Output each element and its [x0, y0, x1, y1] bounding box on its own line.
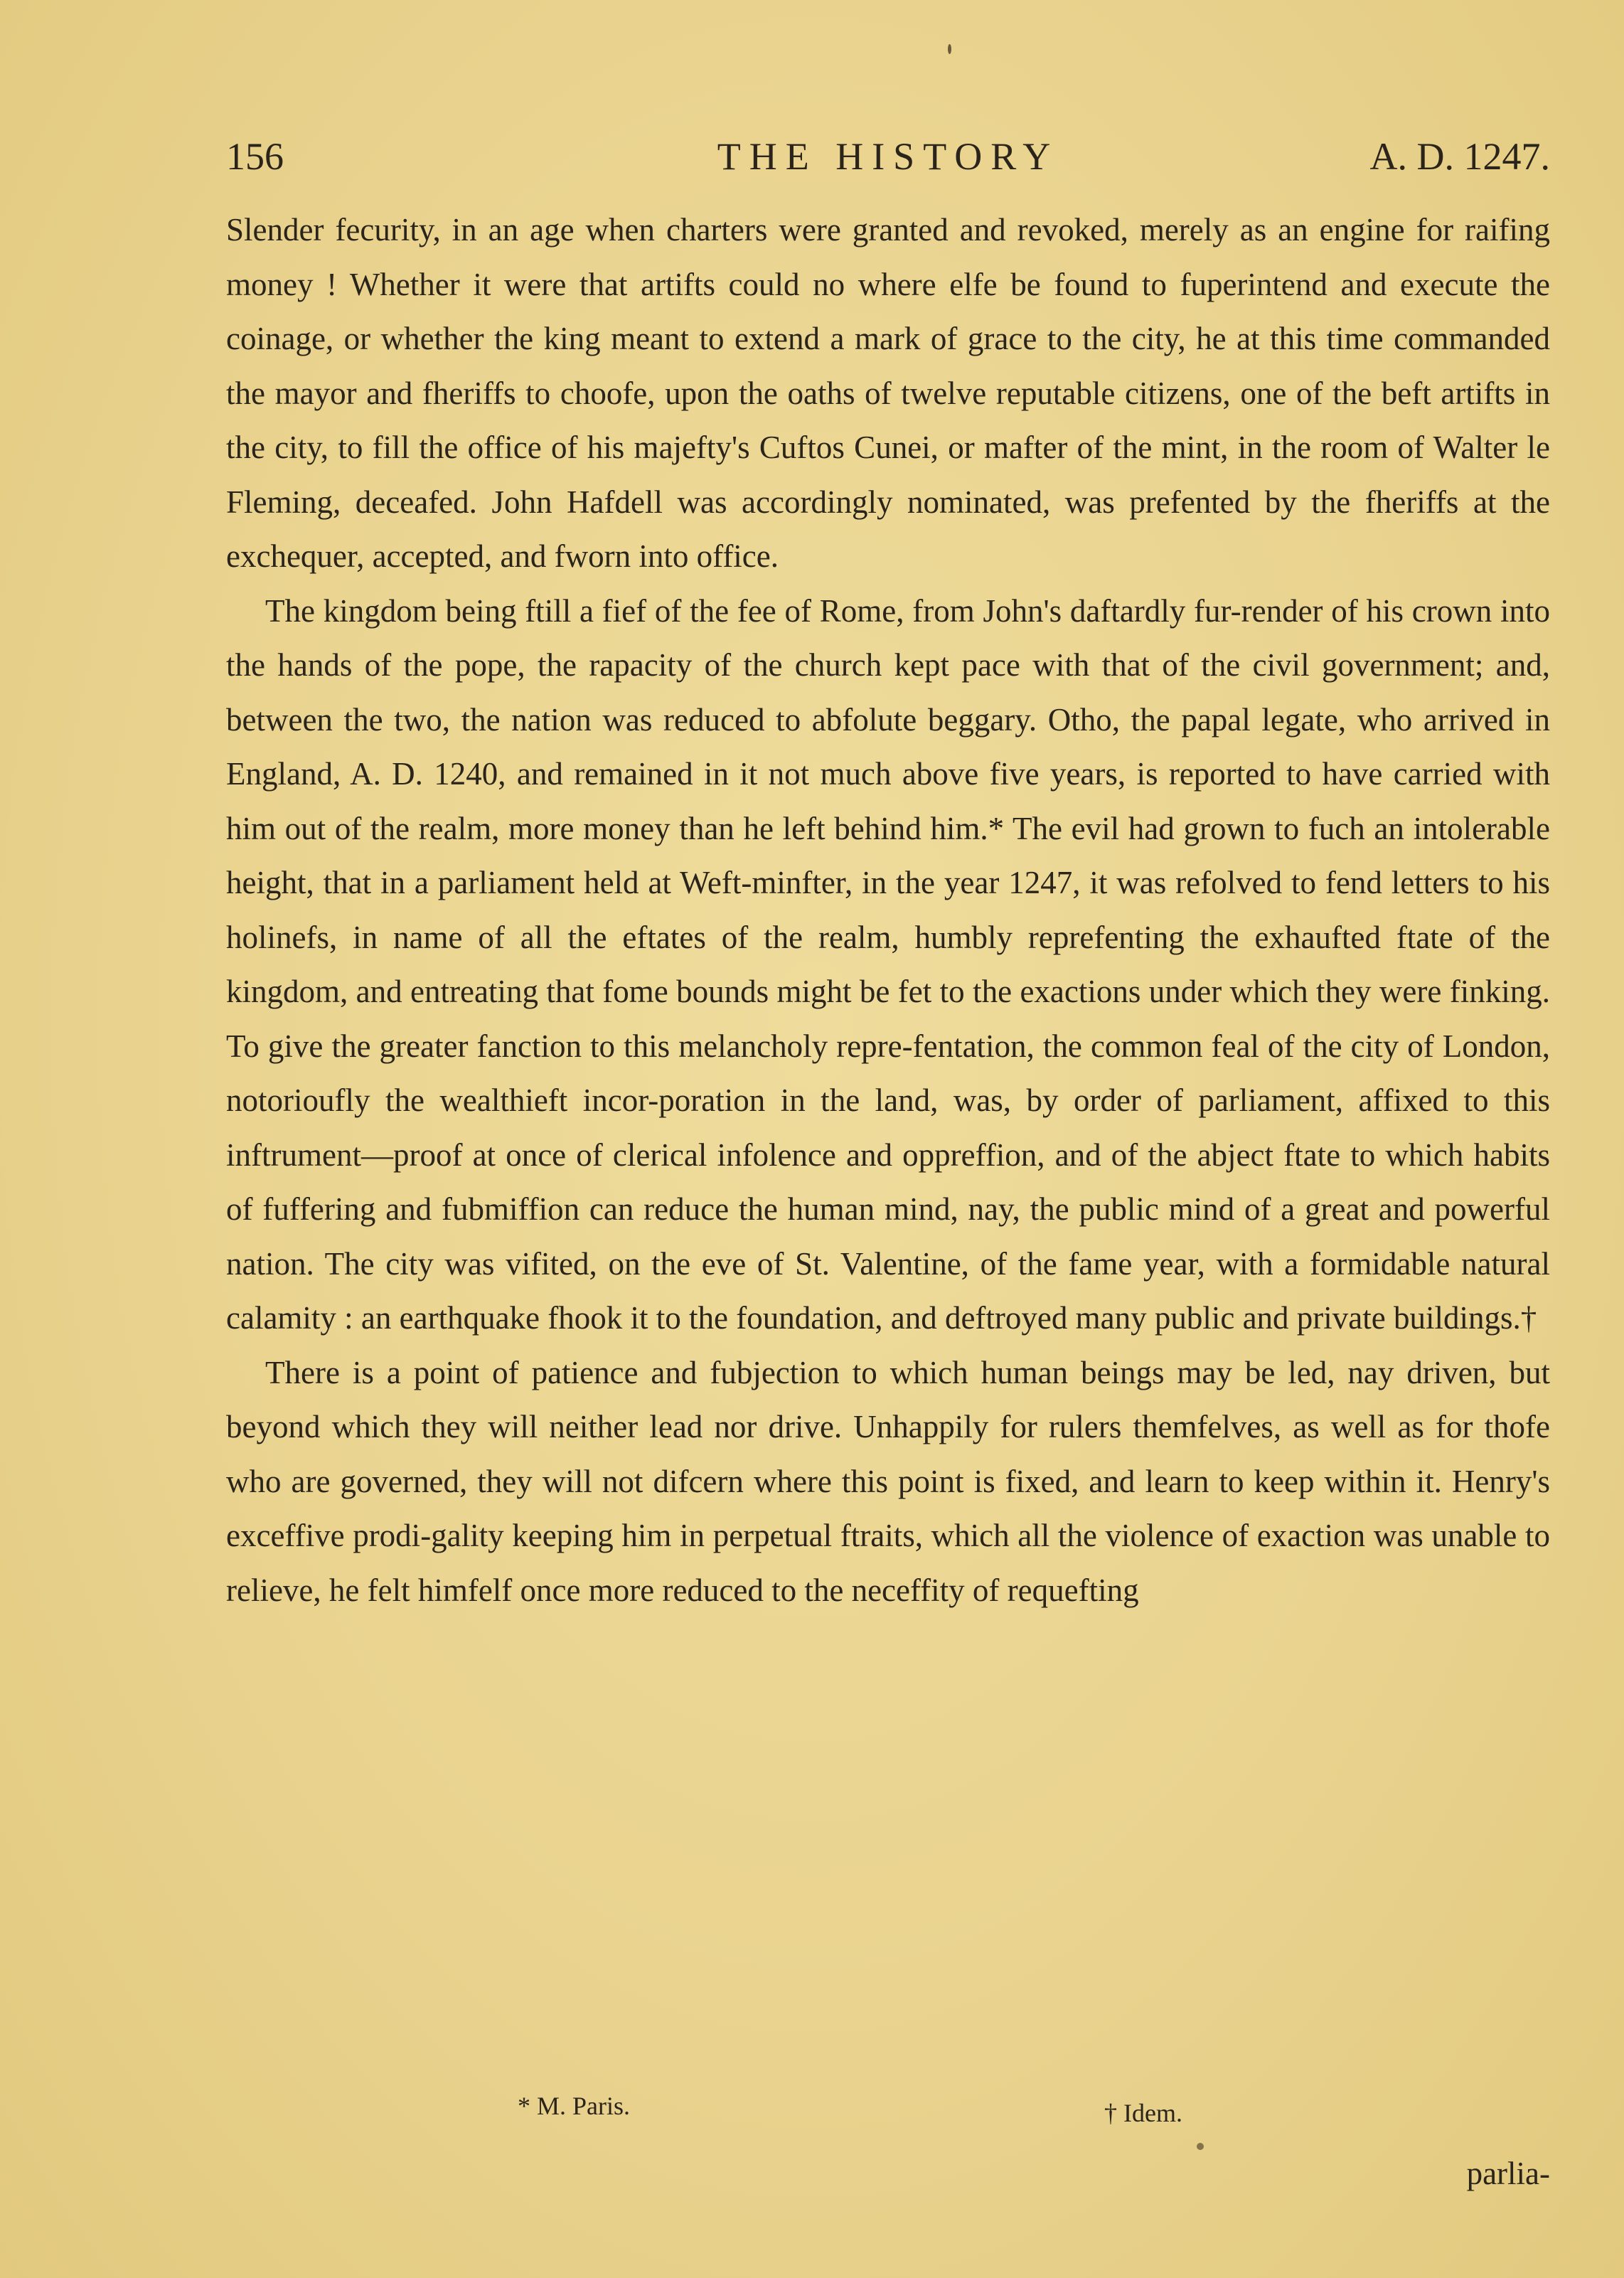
- footnotes: [226, 2091, 1550, 2134]
- footnote-1: * M. Paris.: [518, 2092, 631, 2120]
- page-number: 156: [226, 135, 284, 178]
- catchword: parlia-: [1466, 2156, 1550, 2191]
- paragraph-1: Slender fecurity, in an age when charters were granted and revoked, merely as an engine for raifing money ! Whether it were that artifts could no where elfe be found to fuperintend and execute the coinage, or whether the king meant to extend a mark of grace to the city, he at this time commanded the mayor and fheriffs to choofe, upon the oaths of twelve reputable citizens, one of the beft artifts in the city, to fill the office of his majefty's Cuftos Cunei, or mafter of the mint, in the room of Walter le Fleming, deceafed. John Hafdell was accordingly nominated, was prefented by the fheriffs at the exchequer, accepted, and fworn into office.: [226, 212, 1550, 574]
- body-text: [226, 203, 1550, 1617]
- ink-speck: [948, 44, 951, 54]
- paragraph-2: The kingdom being ftill a fief of the fee of Rome, from John's daftardly fur-render of his crown into the hands of the pope, the rapacity of the church kept pace with that of the civil government; and, between the two, the nation was reduced to abfolute beggary. Otho, the papal legate, who arrived in England, A. D. 1240, and remained in it not much above five years, is reported to have carried with him out of the realm, more money than he left behind him.* The evil had grown to fuch an intolerable height, that in a parliament held at Weft-minfter, in the year 1247, it was refolved to fend letters to his holinefs, in name of all the eftates of the realm, humbly reprefenting the exhaufted ftate of the kingdom, and entreating that fome bounds might be fet to the exactions under which they were finking. To give the greater fanction to this melancholy repre-fentation, the common feal of the city of London, notorioufly the wealthieft incor-poration in the land, was, by order of parliament, affixed to this inftrument—proof at once of clerical infolence and oppreffion, and of the abject ftate to which habits of fuffering and fubmiffion can reduce the human mind, nay, the public mind of a great and powerful nation. The city was vifited, on the eve of St. Valentine, of the fame year, with a formidable natural calamity : an earthquake fhook it to the foundation, and deftroyed many public and private buildings.†: [226, 592, 1550, 1336]
- running-title: THE HISTORY: [717, 135, 1059, 178]
- year-marker: A. D. 1247.: [1369, 135, 1550, 178]
- footnote-2: † Idem.: [1104, 2099, 1182, 2127]
- paragraph-3: There is a point of patience and fubjection to which human beings may be led, nay driven, but beyond which they will neither lead nor drive. Unhappily for rulers themfelves, as well as for thofe who are governed, they will not difcern where this point is fixed, and learn to keep within it. Henry's exceffive prodi-gality keeping him in perpetual ftraits, which all the violence of exaction was unable to relieve, he felt himfelf once more reduced to the neceffity of requefting: [226, 1354, 1550, 1608]
- ink-speck: [1197, 2143, 1204, 2150]
- page-header: [226, 128, 1550, 185]
